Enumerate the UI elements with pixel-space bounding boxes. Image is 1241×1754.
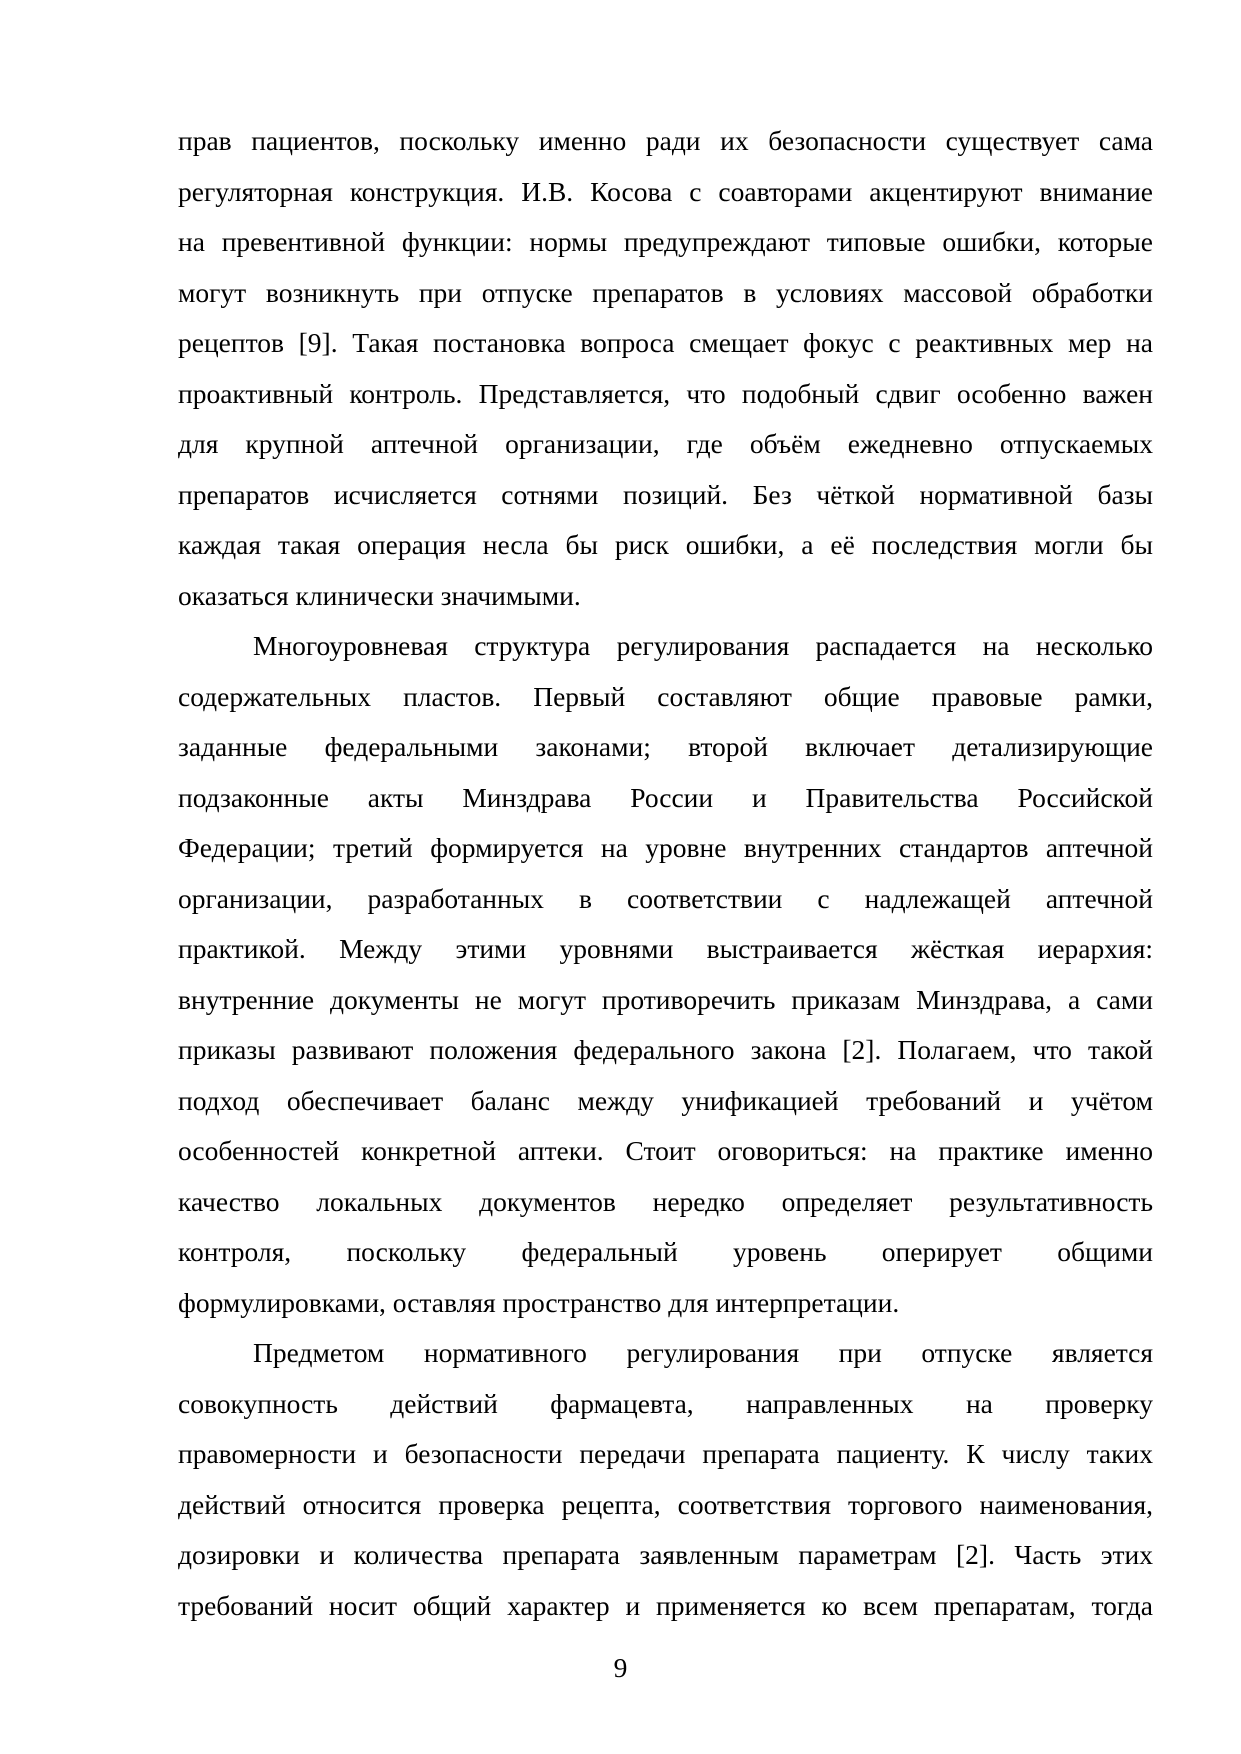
text-line: прав пациентов, поскольку именно ради их безопасности существует сама: [178, 125, 1153, 156]
text-line: внутренние документы не могут противоречить приказам Минздрава, а сами: [178, 983, 1153, 1015]
text-line: контроля, поскольку федеральный уровень оперирует общими: [178, 1236, 1153, 1267]
paragraph: [178, 621, 1153, 1328]
text-line: практикой. Между этими уровнями выстраивается жёсткая иерархия:: [178, 933, 1153, 964]
paragraph: [178, 1328, 1153, 1631]
text-line: препаратов исчисляется сотнями позиций. Без чёткой нормативной базы: [178, 478, 1153, 510]
text-line: качество локальных документов нередко определяет результативность: [178, 1185, 1153, 1217]
text-line: подзаконные акты Минздрава России и Правительства Российской: [178, 781, 1153, 813]
page-number: 9: [613, 1652, 628, 1683]
text-line: регуляторная конструкция. И.В. Косова с соавторами акцентируют внимание: [178, 175, 1153, 207]
paragraph: [178, 116, 1153, 621]
text-line: организации, разработанных в соответствии с надлежащей аптечной: [178, 882, 1153, 914]
text-line: приказы развивают положения федерального закона [2]. Полагаем, что такой: [178, 1034, 1153, 1065]
text-line: каждая такая операция несла бы риск ошибки, а её последствия могли бы: [178, 529, 1153, 560]
text-line: оказаться клинически значимыми.: [178, 579, 581, 611]
text-line: для крупной аптечной организации, где объём ежедневно отпускаемых: [178, 428, 1153, 459]
text-line: подход обеспечивает баланс между унификацией требований и учётом: [178, 1084, 1153, 1116]
text-line: могут возникнуть при отпуске препаратов в условиях массовой обработки: [178, 276, 1153, 308]
text-line: проактивный контроль. Представляется, что подобный сдвиг особенно важен: [178, 377, 1153, 409]
text-line: заданные федеральными законами; второй включает детализирующие: [178, 731, 1153, 762]
text-line: формулировками, оставляя пространство для интерпретации.: [178, 1286, 900, 1318]
text-line: дозировки и количества препарата заявленным параметрам [2]. Часть этих: [178, 1539, 1153, 1570]
body-text: [178, 116, 1153, 1631]
text-line: рецептов [9]. Такая постановка вопроса смещает фокус с реактивных мер на: [178, 327, 1153, 358]
text-line: совокупность действий фармацевта, направленных на проверку: [178, 1387, 1153, 1419]
text-line: содержательных пластов. Первый составляют общие правовые рамки,: [178, 680, 1153, 712]
text-line: на превентивной функции: нормы предупреждают типовые ошибки, которые: [178, 226, 1153, 257]
text-line: требований носит общий характер и применяется ко всем препаратам, тогда: [178, 1589, 1153, 1621]
text-line: особенностей конкретной аптеки. Стоит оговориться: на практике именно: [178, 1135, 1153, 1166]
text-line: правомерности и безопасности передачи препарата пациенту. К числу таких: [178, 1438, 1153, 1469]
text-line: действий относится проверка рецепта, соответствия торгового наименования,: [178, 1488, 1153, 1520]
text-line: Многоуровневая структура регулирования распадается на несколько: [253, 630, 1153, 661]
text-line: Федерации; третий формируется на уровне внутренних стандартов аптечной: [178, 832, 1153, 863]
text-line: Предметом нормативного регулирования при отпуске является: [253, 1337, 1153, 1368]
